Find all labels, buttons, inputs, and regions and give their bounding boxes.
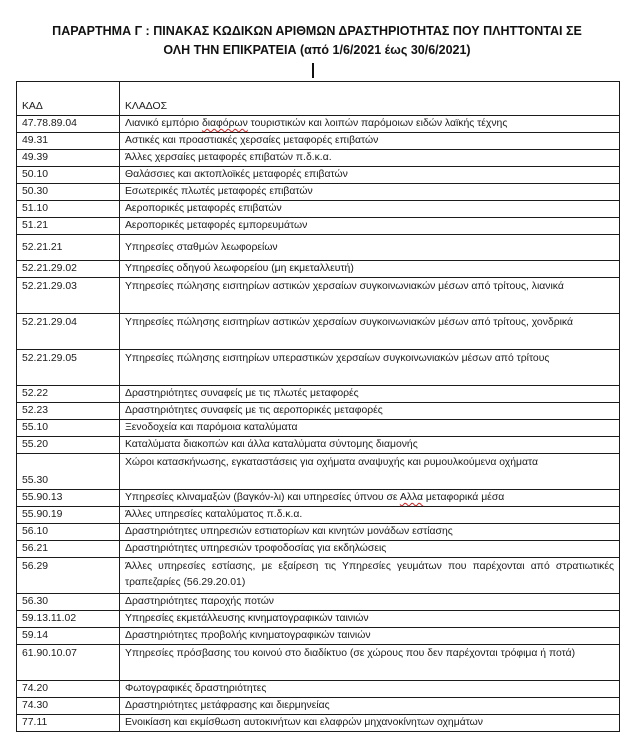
desc-text: Λιανικό εμπόριο <box>125 118 202 129</box>
table-row <box>17 507 620 524</box>
sector-desc: Αεροπορικές μεταφορές εμπορευμάτων <box>120 218 620 235</box>
table-row <box>17 420 620 437</box>
kad-code: 52.21.29.02 <box>17 261 120 278</box>
sector-desc: Δραστηριότητες παροχής ποτών <box>120 594 620 611</box>
sector-desc: Ξενοδοχεία και παρόμοια καταλύματα <box>120 420 620 437</box>
table-row <box>17 235 620 261</box>
table-row <box>17 715 620 732</box>
table-row <box>17 350 620 386</box>
sector-desc: Υπηρεσίες πώλησης εισιτηρίων υπεραστικών χερσαίων συγκοινωνιακών μέσων από τρίτους <box>120 350 620 386</box>
sector-desc: Αστικές και προαστιακές χερσαίες μεταφορές επιβατών <box>120 133 620 150</box>
table-row <box>17 386 620 403</box>
table-row <box>17 541 620 558</box>
title-line-2: ΟΛΗ ΤΗΝ ΕΠΙΚΡΑΤΕΙΑ (από 1/6/2021 έως 30/6/2021) <box>163 43 471 57</box>
table-row <box>17 645 620 681</box>
sector-desc: Υπηρεσίες σταθμών λεωφορείων <box>120 235 620 261</box>
kad-code: 51.10 <box>17 201 120 218</box>
table-row <box>17 201 620 218</box>
sector-desc: Αεροπορικές μεταφορές επιβατών <box>120 201 620 218</box>
table-row <box>17 116 620 133</box>
table-row <box>17 184 620 201</box>
sector-desc: Υπηρεσίες πώλησης εισιτηρίων αστικών χερσαίων συγκοινωνιακών μέσων από τρίτους, χονδρικά <box>120 314 620 350</box>
kad-code: 77.11 <box>17 715 120 732</box>
sector-desc: Χώροι κατασκήνωσης, εγκαταστάσεις για οχήματα αναψυχής και ρυμουλκούμενα οχήματα <box>120 454 620 490</box>
kad-code: 56.10 <box>17 524 120 541</box>
table-row <box>17 314 620 350</box>
sector-desc: Δραστηριότητες υπηρεσιών εστιατορίων και κινητών μονάδων εστίασης <box>120 524 620 541</box>
table-row <box>17 611 620 628</box>
kad-code: 47.78.89.04 <box>17 116 120 133</box>
table-row <box>17 594 620 611</box>
document-title <box>0 22 634 60</box>
table-row <box>17 167 620 184</box>
header-sector: ΚΛΑΔΟΣ <box>120 82 620 116</box>
sector-desc: Δραστηριότητες συναφείς με τις πλωτές μεταφορές <box>120 386 620 403</box>
table-row <box>17 403 620 420</box>
kad-code: 55.90.13 <box>17 490 120 507</box>
sector-desc: Δραστηριότητες μετάφρασης και διερμηνείας <box>120 698 620 715</box>
kad-table <box>16 81 620 732</box>
desc-text: τουριστικών και λοιπών παρόμοιων ειδών λαϊκής τέχνης <box>247 118 508 129</box>
kad-code: 52.21.29.05 <box>17 350 120 386</box>
desc-text: Υπηρεσίες κλιναμαξών (βαγκόν-λι) και υπηρεσίες ύπνου σε <box>125 492 400 503</box>
table-row <box>17 558 620 594</box>
kad-code: 51.21 <box>17 218 120 235</box>
kad-code: 74.20 <box>17 681 120 698</box>
table-row <box>17 454 620 490</box>
kad-code: 55.20 <box>17 437 120 454</box>
kad-code: 55.10 <box>17 420 120 437</box>
kad-code: 61.90.10.07 <box>17 645 120 681</box>
kad-code: 56.30 <box>17 594 120 611</box>
table-row <box>17 628 620 645</box>
table-row <box>17 698 620 715</box>
desc-text: μεταφορικά μέσα <box>423 492 505 503</box>
sector-desc: Υπηρεσίες εκμετάλλευσης κινηματογραφικών ταινιών <box>120 611 620 628</box>
sector-desc: Υπηρεσίες πώλησης εισιτηρίων αστικών χερσαίων συγκοινωνιακών μέσων από τρίτους, λιανικά <box>120 278 620 314</box>
sector-desc: Άλλες χερσαίες μεταφορές επιβατών π.δ.κ.α. <box>120 150 620 167</box>
table-row <box>17 133 620 150</box>
sector-desc: Δραστηριότητες υπηρεσιών τροφοδοσίας για εκδηλώσεις <box>120 541 620 558</box>
title-line-1: ΠΑΡΑΡΤΗΜΑ Γ : ΠΙΝΑΚΑΣ ΚΩΔΙΚΩΝ ΑΡΙΘΜΩΝ ΔΡΑΣΤΗΡΙΟΤΗΤΑΣ ΠΟΥ ΠΛΗΤΤΟΝΤΑΙ ΣΕ <box>52 24 582 38</box>
kad-code: 50.30 <box>17 184 120 201</box>
sector-desc: Εσωτερικές πλωτές μεταφορές επιβατών <box>120 184 620 201</box>
sector-desc: Θαλάσσιες και ακτοπλοϊκές μεταφορές επιβατών <box>120 167 620 184</box>
table-row <box>17 490 620 507</box>
kad-code: 52.21.29.03 <box>17 278 120 314</box>
table-row <box>17 681 620 698</box>
sector-desc: Υπηρεσίες οδηγού λεωφορείου (μη εκμεταλλευτή) <box>120 261 620 278</box>
table-row <box>17 524 620 541</box>
sector-desc <box>120 116 620 133</box>
kad-code: 56.29 <box>17 558 120 594</box>
kad-code: 50.10 <box>17 167 120 184</box>
kad-code: 49.39 <box>17 150 120 167</box>
sector-desc: Άλλες υπηρεσίες καταλύματος π.δ.κ.α. <box>120 507 620 524</box>
sector-desc: Δραστηριότητες συναφείς με τις αεροπορικές μεταφορές <box>120 403 620 420</box>
table-row <box>17 278 620 314</box>
kad-code: 59.14 <box>17 628 120 645</box>
kad-code: 52.23 <box>17 403 120 420</box>
sector-desc <box>120 490 620 507</box>
kad-code: 52.22 <box>17 386 120 403</box>
sector-desc: Ενοικίαση και εκμίσθωση αυτοκινήτων και ελαφρών μηχανοκίνητων οχημάτων <box>120 715 620 732</box>
table-row <box>17 218 620 235</box>
kad-code: 55.30 <box>17 454 120 490</box>
kad-code: 74.30 <box>17 698 120 715</box>
kad-code: 56.21 <box>17 541 120 558</box>
spellcheck-flagged-word[interactable]: Αλλα <box>399 492 424 503</box>
text-cursor <box>312 63 314 78</box>
sector-desc: Υπηρεσίες πρόσβασης του κοινού στο διαδίκτυο (σε χώρους που δεν παρέχονται τρόφιμα ή ποτά) <box>120 645 620 681</box>
table-row <box>17 261 620 278</box>
sector-desc: Δραστηριότητες προβολής κινηματογραφικών ταινιών <box>120 628 620 645</box>
kad-code: 52.21.21 <box>17 235 120 261</box>
table-row <box>17 150 620 167</box>
table-header-row <box>17 82 620 116</box>
header-kad: ΚΑΔ <box>17 82 120 116</box>
sector-desc: Καταλύματα διακοπών και άλλα καταλύματα σύντομης διαμονής <box>120 437 620 454</box>
table-row <box>17 437 620 454</box>
kad-code: 49.31 <box>17 133 120 150</box>
kad-code: 52.21.29.04 <box>17 314 120 350</box>
kad-code: 55.90.19 <box>17 507 120 524</box>
sector-desc: Φωτογραφικές δραστηριότητες <box>120 681 620 698</box>
kad-code: 59.13.11.02 <box>17 611 120 628</box>
sector-desc: Άλλες υπηρεσίες εστίασης, με εξαίρεση τις Υπηρεσίες γευμάτων που παρέχονται από στρατιωτικές τραπεζαρίες (56.29.20.01) <box>120 558 620 594</box>
spellcheck-flagged-word[interactable]: διαφόρων <box>201 118 248 129</box>
